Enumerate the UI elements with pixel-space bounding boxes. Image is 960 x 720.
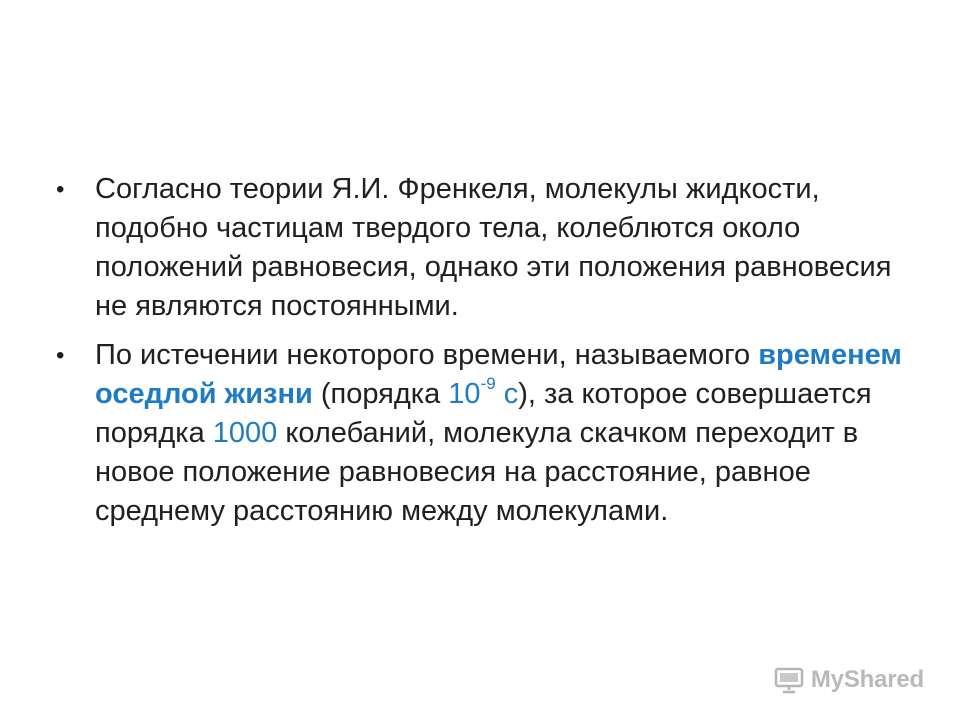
bullet-text-part-1: По истечении некоторого времени, называемого (95, 339, 759, 371)
presentation-board-icon (773, 666, 805, 694)
bullet-item-1 (52, 170, 912, 326)
bullet-text-part-2: (порядка (312, 378, 449, 410)
watermark-text: MyShared (810, 666, 924, 693)
order-exponent: -9 (480, 374, 496, 394)
bullet-dot: • (56, 176, 65, 203)
bullet-text-part-3: ), за которое совершается порядка (95, 378, 872, 449)
bullet-text-part-4: колебаний, молекула скачком переходит в новое положение равновесия на расстояние, равное среднему расстоянию между молекулами. (95, 417, 859, 527)
bullet-dot: • (56, 342, 65, 369)
order-base: 10 (448, 378, 481, 410)
slide-content (52, 170, 912, 541)
oscillation-count: 1000 (212, 417, 278, 449)
bullet-item-2 (52, 336, 912, 531)
order-unit: с (495, 378, 519, 410)
watermark (773, 666, 924, 694)
order-value (448, 374, 519, 410)
highlighted-term: временем оседлой жизни (95, 339, 902, 410)
bullet-text: Согласно теории Я.И. Френкеля, молекулы жидкости, подобно частицам твердого тела, колеблются около положений равновесия, однако эти положения равновесия не являются постоянными. (95, 173, 892, 322)
